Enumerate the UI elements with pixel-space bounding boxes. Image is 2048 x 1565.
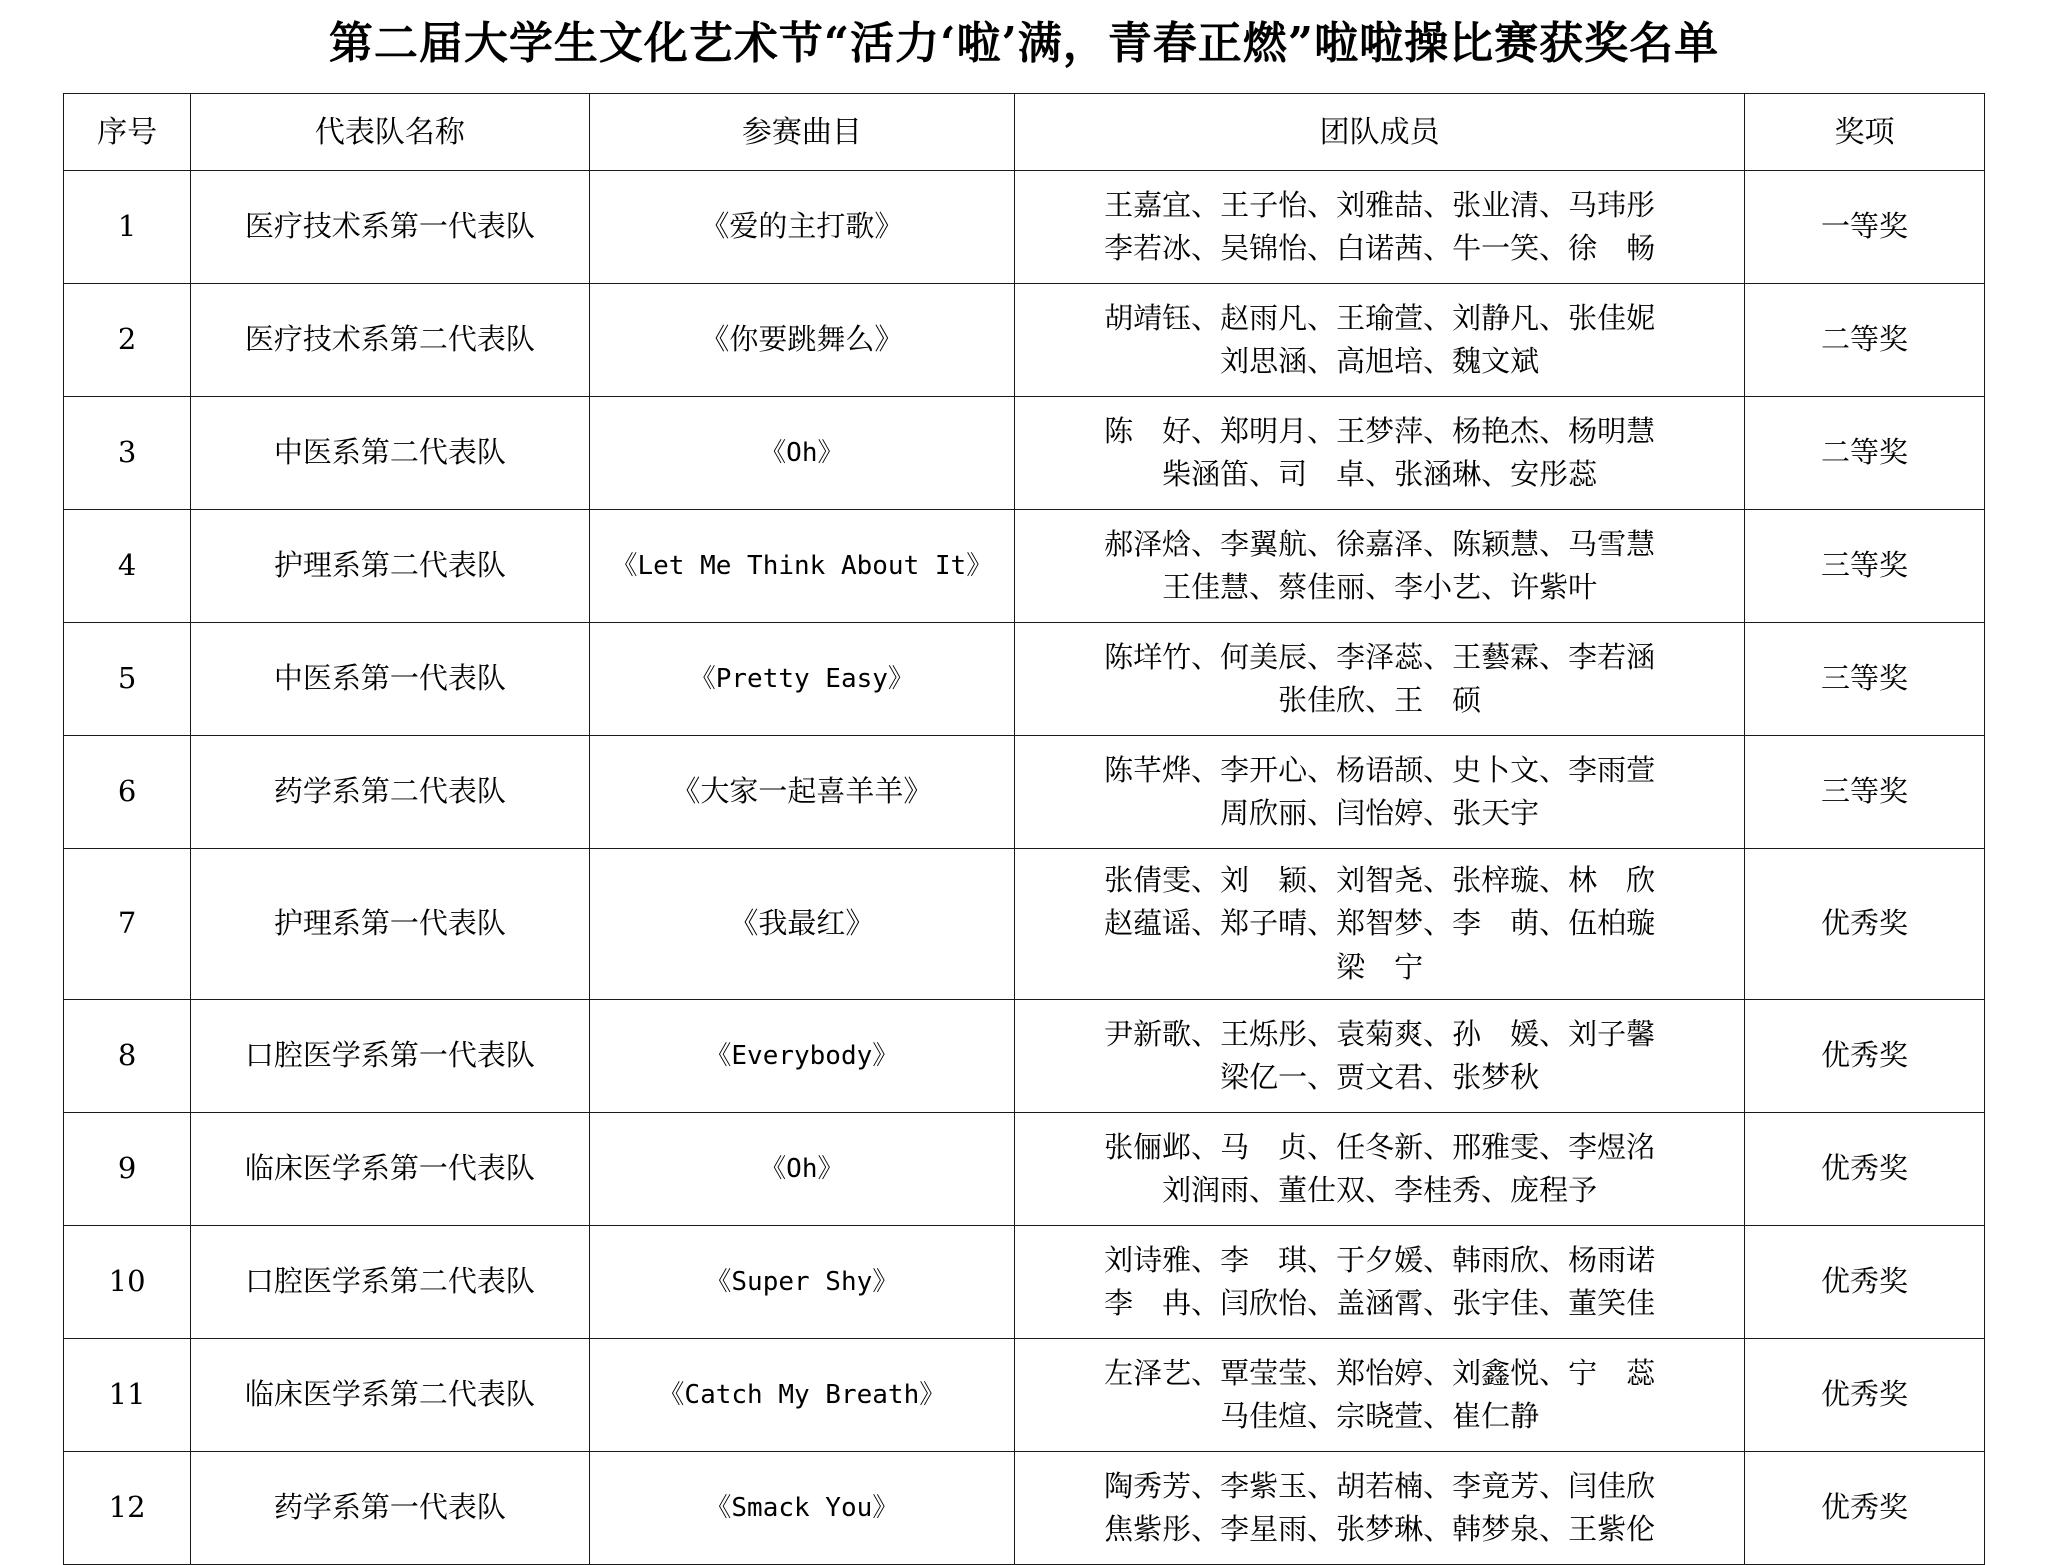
member-line: 陈芊烨、李开心、杨语颉、史卜文、李雨萱 <box>1104 752 1656 787</box>
table-row <box>64 1452 1985 1565</box>
member-line: 李若冰、吴锦怡、白诺茜、牛一笑、徐 畅 <box>1104 231 1656 265</box>
table-row <box>64 397 1985 510</box>
cell-award: 三等奖 <box>1745 510 1985 623</box>
cell-team-members <box>1015 1113 1745 1226</box>
cell-no: 10 <box>64 1226 191 1339</box>
cell-team-members <box>1015 1000 1745 1113</box>
member-line: 赵蕴谣、郑子晴、郑智梦、李 萌、伍柏璇 <box>1104 906 1656 941</box>
member-line: 陈 好、郑明月、王梦萍、杨艳杰、杨明慧 <box>1104 413 1656 448</box>
cell-team-name: 护理系第一代表队 <box>191 849 589 1000</box>
cell-song-title: 《Let Me Think About It》 <box>589 510 1014 623</box>
table-row <box>64 510 1985 623</box>
table-row <box>64 849 1985 1000</box>
member-line: 胡靖钰、赵雨凡、王瑜萱、刘静凡、张佳妮 <box>1104 300 1656 335</box>
cell-team-name: 临床医学系第一代表队 <box>191 1113 589 1226</box>
member-line: 张倩雯、刘 颖、刘智尧、张梓璇、林 欣 <box>1104 862 1656 897</box>
cell-no: 12 <box>64 1452 191 1565</box>
table-row <box>64 623 1985 736</box>
table-header <box>64 94 1985 171</box>
cell-song-title: 《你要跳舞么》 <box>589 284 1014 397</box>
member-line: 周欣丽、闫怡婷、张天宇 <box>1220 796 1540 830</box>
member-line: 柴涵笛、司 卓、张涵琳、安彤蕊 <box>1162 457 1598 491</box>
cell-no: 6 <box>64 736 191 849</box>
member-line: 马佳煊、宗晓萱、崔仁静 <box>1220 1399 1540 1433</box>
cell-no: 5 <box>64 623 191 736</box>
member-line: 刘润雨、董仕双、李桂秀、庞程予 <box>1162 1173 1598 1207</box>
member-line: 张佳欣、王 硕 <box>1278 683 1482 717</box>
cell-no: 11 <box>64 1339 191 1452</box>
cell-team-members <box>1015 397 1745 510</box>
cell-song-title: 《Smack You》 <box>589 1452 1014 1565</box>
cell-song-title: 《Pretty Easy》 <box>589 623 1014 736</box>
table-row <box>64 736 1985 849</box>
member-line: 王嘉宜、王子怡、刘雅喆、张业清、马玮彤 <box>1104 187 1656 222</box>
table-row <box>64 1000 1985 1113</box>
member-line: 焦紫彤、李星雨、张梦琳、韩梦泉、王紫伦 <box>1104 1512 1656 1546</box>
cell-award: 优秀奖 <box>1745 1339 1985 1452</box>
cell-team-members <box>1015 1226 1745 1339</box>
table-row <box>64 284 1985 397</box>
cell-no: 4 <box>64 510 191 623</box>
member-line: 张俪邺、马 贞、任冬新、邢雅雯、李煜洺 <box>1104 1129 1656 1164</box>
cell-team-name: 医疗技术系第一代表队 <box>191 171 589 284</box>
member-line: 梁亿一、贾文君、张梦秋 <box>1220 1060 1540 1094</box>
cell-team-members <box>1015 1452 1745 1565</box>
cell-no: 8 <box>64 1000 191 1113</box>
cell-award: 三等奖 <box>1745 623 1985 736</box>
column-header-members: 团队成员 <box>1015 94 1745 171</box>
cell-song-title: 《Oh》 <box>589 1113 1014 1226</box>
cell-no: 1 <box>64 171 191 284</box>
cell-award: 优秀奖 <box>1745 1452 1985 1565</box>
member-line: 刘思涵、高旭培、魏文斌 <box>1220 344 1540 378</box>
cell-award: 优秀奖 <box>1745 849 1985 1000</box>
cell-song-title: 《爱的主打歌》 <box>589 171 1014 284</box>
cell-award: 三等奖 <box>1745 736 1985 849</box>
page-edge <box>2040 0 2048 1518</box>
award-list-table <box>63 93 1985 1565</box>
cell-team-name: 医疗技术系第二代表队 <box>191 284 589 397</box>
cell-song-title: 《Everybody》 <box>589 1000 1014 1113</box>
cell-team-name: 临床医学系第二代表队 <box>191 1339 589 1452</box>
cell-award: 优秀奖 <box>1745 1113 1985 1226</box>
column-header-no: 序号 <box>64 94 191 171</box>
member-line: 陶秀芳、李紫玉、胡若楠、李竟芳、闫佳欣 <box>1104 1468 1656 1503</box>
member-line: 左泽艺、覃莹莹、郑怡婷、刘鑫悦、宁 蕊 <box>1104 1355 1656 1390</box>
member-line: 梁 宁 <box>1336 949 1424 984</box>
cell-song-title: 《Catch My Breath》 <box>589 1339 1014 1452</box>
cell-song-title: 《Oh》 <box>589 397 1014 510</box>
cell-no: 2 <box>64 284 191 397</box>
member-line: 郝泽焓、李翼航、徐嘉泽、陈颖慧、马雪慧 <box>1104 526 1656 561</box>
column-header-song: 参赛曲目 <box>589 94 1014 171</box>
cell-team-members <box>1015 284 1745 397</box>
member-line: 刘诗雅、李 琪、于夕媛、韩雨欣、杨雨诺 <box>1104 1242 1656 1277</box>
cell-team-name: 药学系第一代表队 <box>191 1452 589 1565</box>
cell-team-members <box>1015 1339 1745 1452</box>
cell-team-members <box>1015 736 1745 849</box>
cell-no: 3 <box>64 397 191 510</box>
table-header-row <box>64 94 1985 171</box>
member-line: 陈垟竹、何美辰、李泽蕊、王藝霖、李若涵 <box>1104 639 1656 674</box>
column-header-award: 奖项 <box>1745 94 1985 171</box>
table-row <box>64 1113 1985 1226</box>
page-title: 第二届大学生文化艺术节“活力‘啦’满，青春正燃”啦啦操比赛获奖名单 <box>328 18 1720 69</box>
cell-award: 二等奖 <box>1745 284 1985 397</box>
cell-award: 优秀奖 <box>1745 1226 1985 1339</box>
cell-song-title: 《我最红》 <box>589 849 1014 1000</box>
cell-team-name: 护理系第二代表队 <box>191 510 589 623</box>
cell-team-members <box>1015 849 1745 1000</box>
table-body <box>64 171 1985 1565</box>
cell-award: 二等奖 <box>1745 397 1985 510</box>
cell-award: 一等奖 <box>1745 171 1985 284</box>
cell-team-name: 中医系第二代表队 <box>191 397 589 510</box>
cell-team-name: 口腔医学系第二代表队 <box>191 1226 589 1339</box>
cell-team-name: 口腔医学系第一代表队 <box>191 1000 589 1113</box>
table-row <box>64 1226 1985 1339</box>
cell-team-name: 药学系第二代表队 <box>191 736 589 849</box>
member-line: 李 冉、闫欣怡、盖涵霄、张宇佳、董笑佳 <box>1104 1286 1656 1320</box>
column-header-team: 代表队名称 <box>191 94 589 171</box>
cell-team-members <box>1015 510 1745 623</box>
cell-song-title: 《Super Shy》 <box>589 1226 1014 1339</box>
cell-team-members <box>1015 623 1745 736</box>
cell-no: 7 <box>64 849 191 1000</box>
cell-team-name: 中医系第一代表队 <box>191 623 589 736</box>
table-row <box>64 171 1985 284</box>
member-line: 王佳慧、蔡佳丽、李小艺、许紫叶 <box>1162 570 1598 604</box>
cell-award: 优秀奖 <box>1745 1000 1985 1113</box>
cell-no: 9 <box>64 1113 191 1226</box>
cell-team-members <box>1015 171 1745 284</box>
table-row <box>64 1339 1985 1452</box>
member-line: 尹新歌、王烁彤、袁菊爽、孙 媛、刘子馨 <box>1104 1016 1656 1051</box>
cell-song-title: 《大家一起喜羊羊》 <box>589 736 1014 849</box>
